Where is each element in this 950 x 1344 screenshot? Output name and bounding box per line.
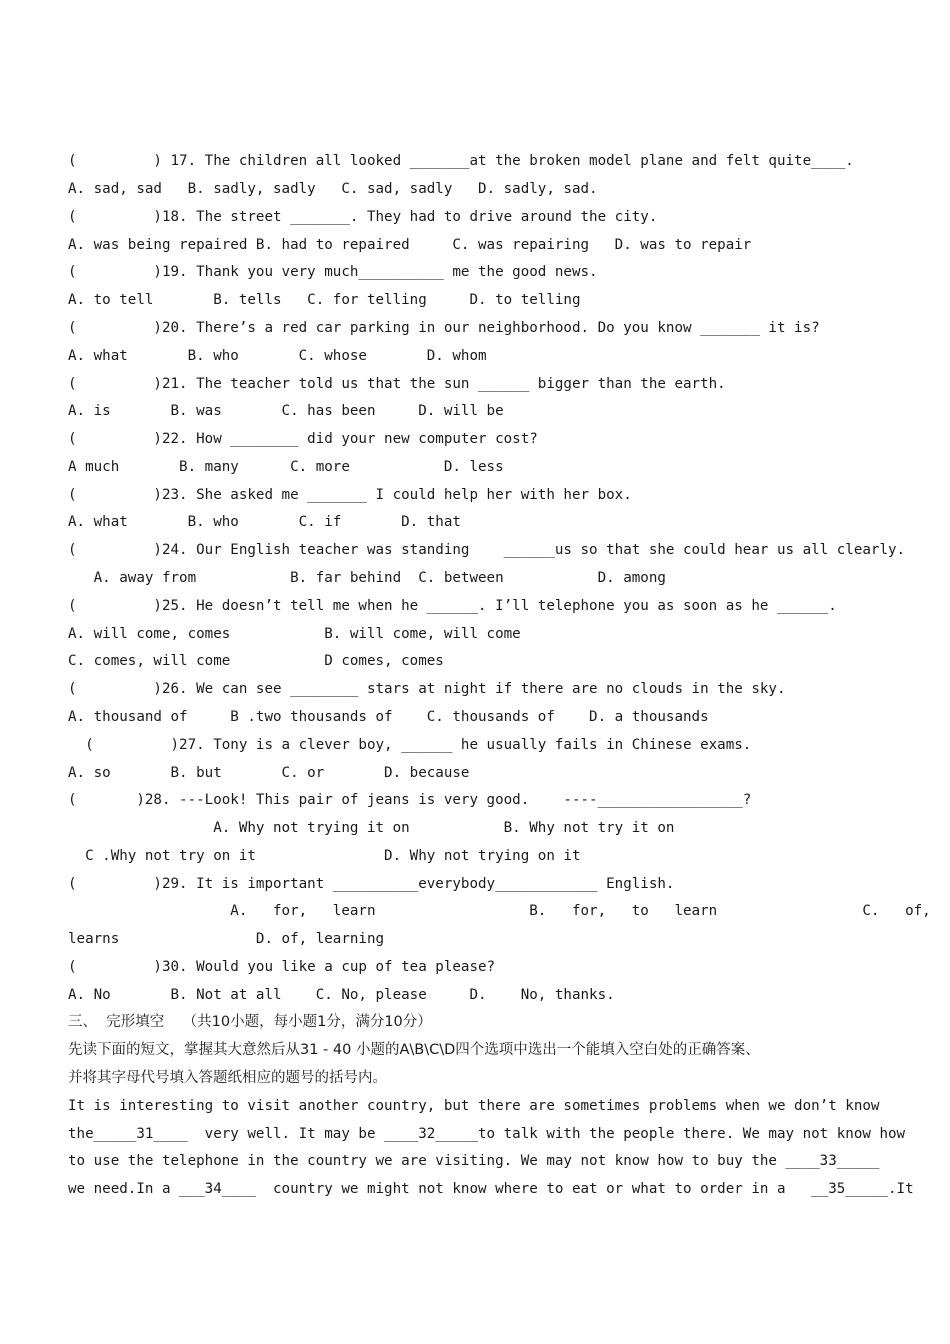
question-17: ( ) 17. The children all looked _______at the broken model plane and felt quite____. [68,153,854,169]
options-19: A. to tell B. tells C. for telling D. to telling [68,292,581,308]
options-24: A. away from B. far behind C. between D. among [68,570,666,586]
cloze-passage-line1: It is interesting to visit another country, but there are sometimes problems when we don’t know [68,1098,880,1114]
section-heading-cloze: 三、 完形填空 （共10小题，每小题1分，满分10分） [68,1014,432,1030]
options-30: A. No B. Not at all C. No, please D. No, thanks. [68,987,615,1003]
cloze-instructions-line1: 先读下面的短文，掌握其大意然后从31 - 40 小题的A\B\C\D四个选项中选出一个能填入空白处的正确答案、 [68,1042,760,1058]
options-18: A. was being repaired B. had to repaired C. was repairing D. was to repair [68,237,752,253]
question-20: ( )20. There’s a red car parking in our neighborhood. Do you know _______ it is? [68,320,820,336]
options-20: A. what B. who C. whose D. whom [68,348,487,364]
options-29-line1: A. for, learn B. for, to learn C. of, [68,903,931,919]
options-29-line2: learns D. of, learning [68,931,385,947]
cloze-passage-line3: to use the telephone in the country we are visiting. We may not know how to buy the ____33_____ [68,1153,880,1169]
question-25: ( )25. He doesn’t tell me when he ______. I’ll telephone you as soon as he ______. [68,598,837,614]
options-26: A. thousand of B .two thousands of C. thousands of D. a thousands [68,709,709,725]
options-28-cd: C .Why not try on it D. Why not trying on it [68,848,581,864]
options-21: A. is B. was C. has been D. will be [68,403,504,419]
question-24: ( )24. Our English teacher was standing ______us so that she could hear us all clearly. [68,542,906,558]
cloze-instructions-line2: 并将其字母代号填入答题纸相应的题号的括号内。 [68,1070,387,1086]
options-17: A. sad, sad B. sadly, sadly C. sad, sadly D. sadly, sad. [68,181,598,197]
options-28-ab: A. Why not trying it on B. Why not try it on [68,820,675,836]
options-22: A much B. many C. more D. less [68,459,504,475]
question-26: ( )26. We can see ________ stars at night if there are no clouds in the sky. [68,681,786,697]
cloze-passage-line2: the_____31____ very well. It may be ____32_____to talk with the people there. We may not know how [68,1126,906,1142]
question-23: ( )23. She asked me _______ I could help her with her box. [68,487,632,503]
options-27: A. so B. but C. or D. because [68,765,470,781]
question-28: ( )28. ---Look! This pair of jeans is very good. ----_________________? [68,792,752,808]
question-27: ( )27. Tony is a clever boy, ______ he usually fails in Chinese exams. [68,737,752,753]
options-25-ab: A. will come, comes B. will come, will come [68,626,521,642]
question-29: ( )29. It is important __________everybody____________ English. [68,876,675,892]
question-18: ( )18. The street _______. They had to drive around the city. [68,209,658,225]
question-22: ( )22. How ________ did your new computer cost? [68,431,538,447]
options-23: A. what B. who C. if D. that [68,514,461,530]
options-25-cd: C. comes, will come D comes, comes [68,653,444,669]
question-30: ( )30. Would you like a cup of tea please? [68,959,496,975]
cloze-passage-line4: we need.In a ___34____ country we might not know where to eat or what to order in a __35_____.It [68,1181,914,1197]
question-19: ( )19. Thank you very much__________ me the good news. [68,264,598,280]
question-21: ( )21. The teacher told us that the sun ______ bigger than the earth. [68,376,726,392]
